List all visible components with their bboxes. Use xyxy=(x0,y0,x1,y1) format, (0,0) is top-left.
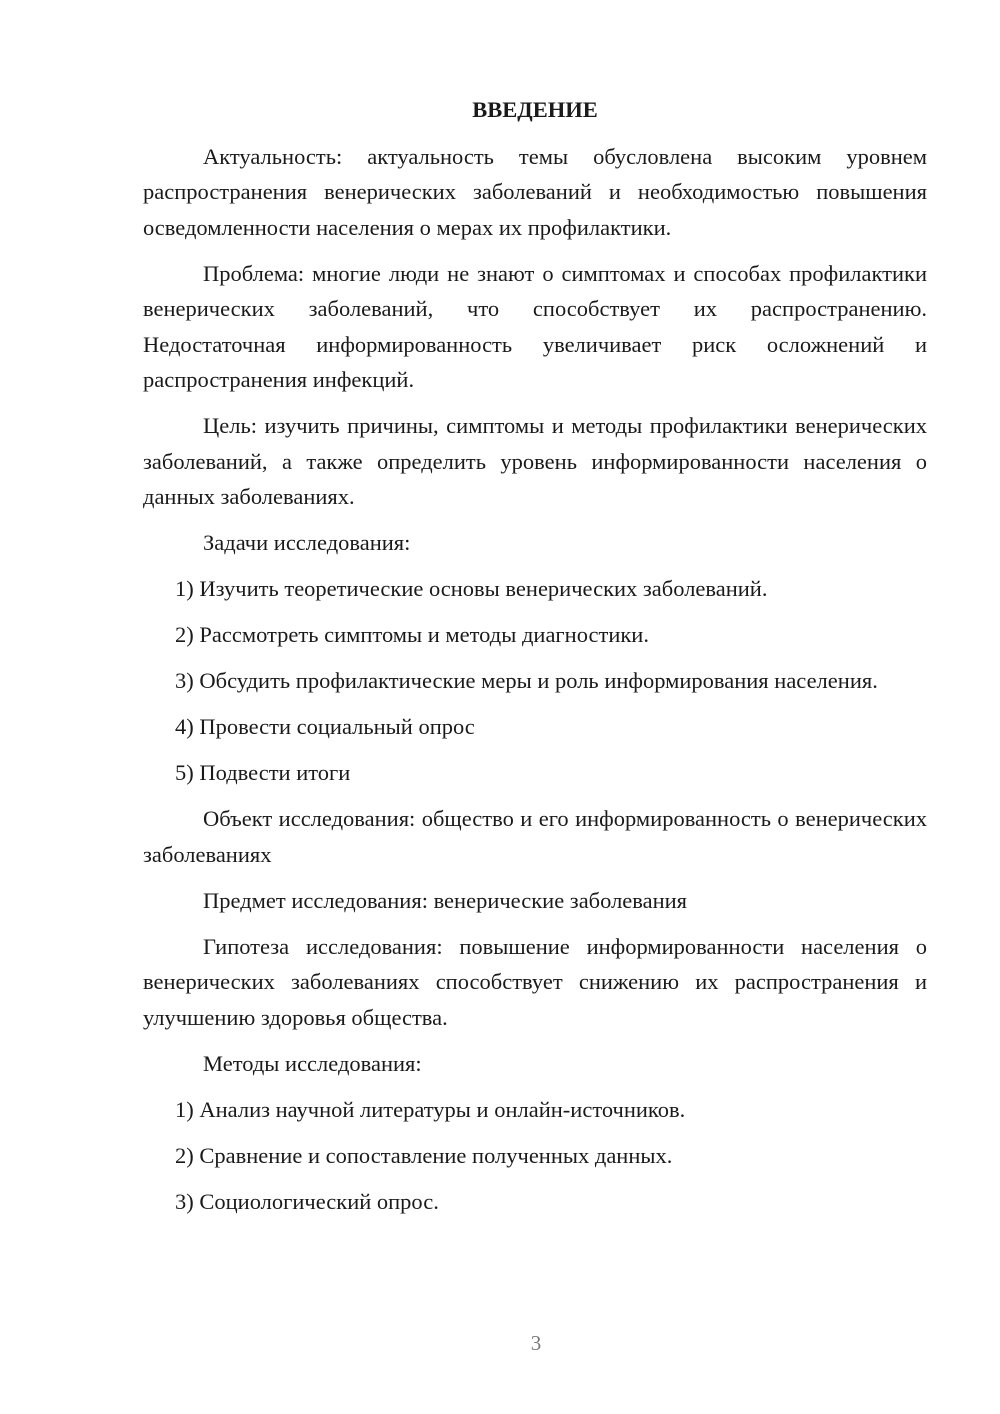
task-item: 2) Рассмотреть симптомы и методы диагностики. xyxy=(175,622,649,647)
task-item: 4) Провести социальный опрос xyxy=(175,714,475,739)
task-item: 5) Подвести итоги xyxy=(175,760,351,785)
page-content xyxy=(143,92,927,1230)
hypothesis-paragraph: Гипотеза исследования: повышение информированности населения о венерических заболеваниях способствует снижению их распространения и улучшению здоровья общества. xyxy=(143,933,927,1030)
method-item: 3) Социологический опрос. xyxy=(175,1188,439,1214)
object-paragraph: Объект исследования: общество и его информированность о венерических заболеваниях xyxy=(143,806,927,867)
task-item: 3) Обсудить профилактические меры и роль информирования населения. xyxy=(175,668,878,693)
goal-paragraph: Цель: изучить причины, симптомы и методы профилактики венерических заболеваний, а также определить уровень информированности населения о данных заболеваниях. xyxy=(143,413,927,509)
method-item: 1) Анализ научной литературы и онлайн-источников. xyxy=(175,1096,686,1122)
subject-paragraph: Предмет исследования: венерические заболевания xyxy=(203,887,688,913)
page-number: 3 xyxy=(530,1331,542,1355)
methods-heading: Методы исследования: xyxy=(203,1050,422,1076)
relevance-paragraph: Актуальность: актуальность темы обусловлена высоким уровнем распространения венерических заболеваний и необходимостью повышения осведомленности населения о мерах их профилактики. xyxy=(143,143,927,240)
tasks-heading: Задачи исследования: xyxy=(203,530,411,555)
task-item: 1) Изучить теоретические основы венерических заболеваний. xyxy=(175,576,768,601)
method-item: 2) Сравнение и сопоставление полученных данных. xyxy=(175,1142,673,1168)
section-title: ВВЕДЕНИЕ xyxy=(472,97,598,122)
problem-paragraph: Проблема: многие люди не знают о симптомах и способах профилактики венерических заболеваний, что способствует их распространению. Недостаточная информированность увеличивает риск осложнений и распространения инфекций. xyxy=(143,260,927,392)
